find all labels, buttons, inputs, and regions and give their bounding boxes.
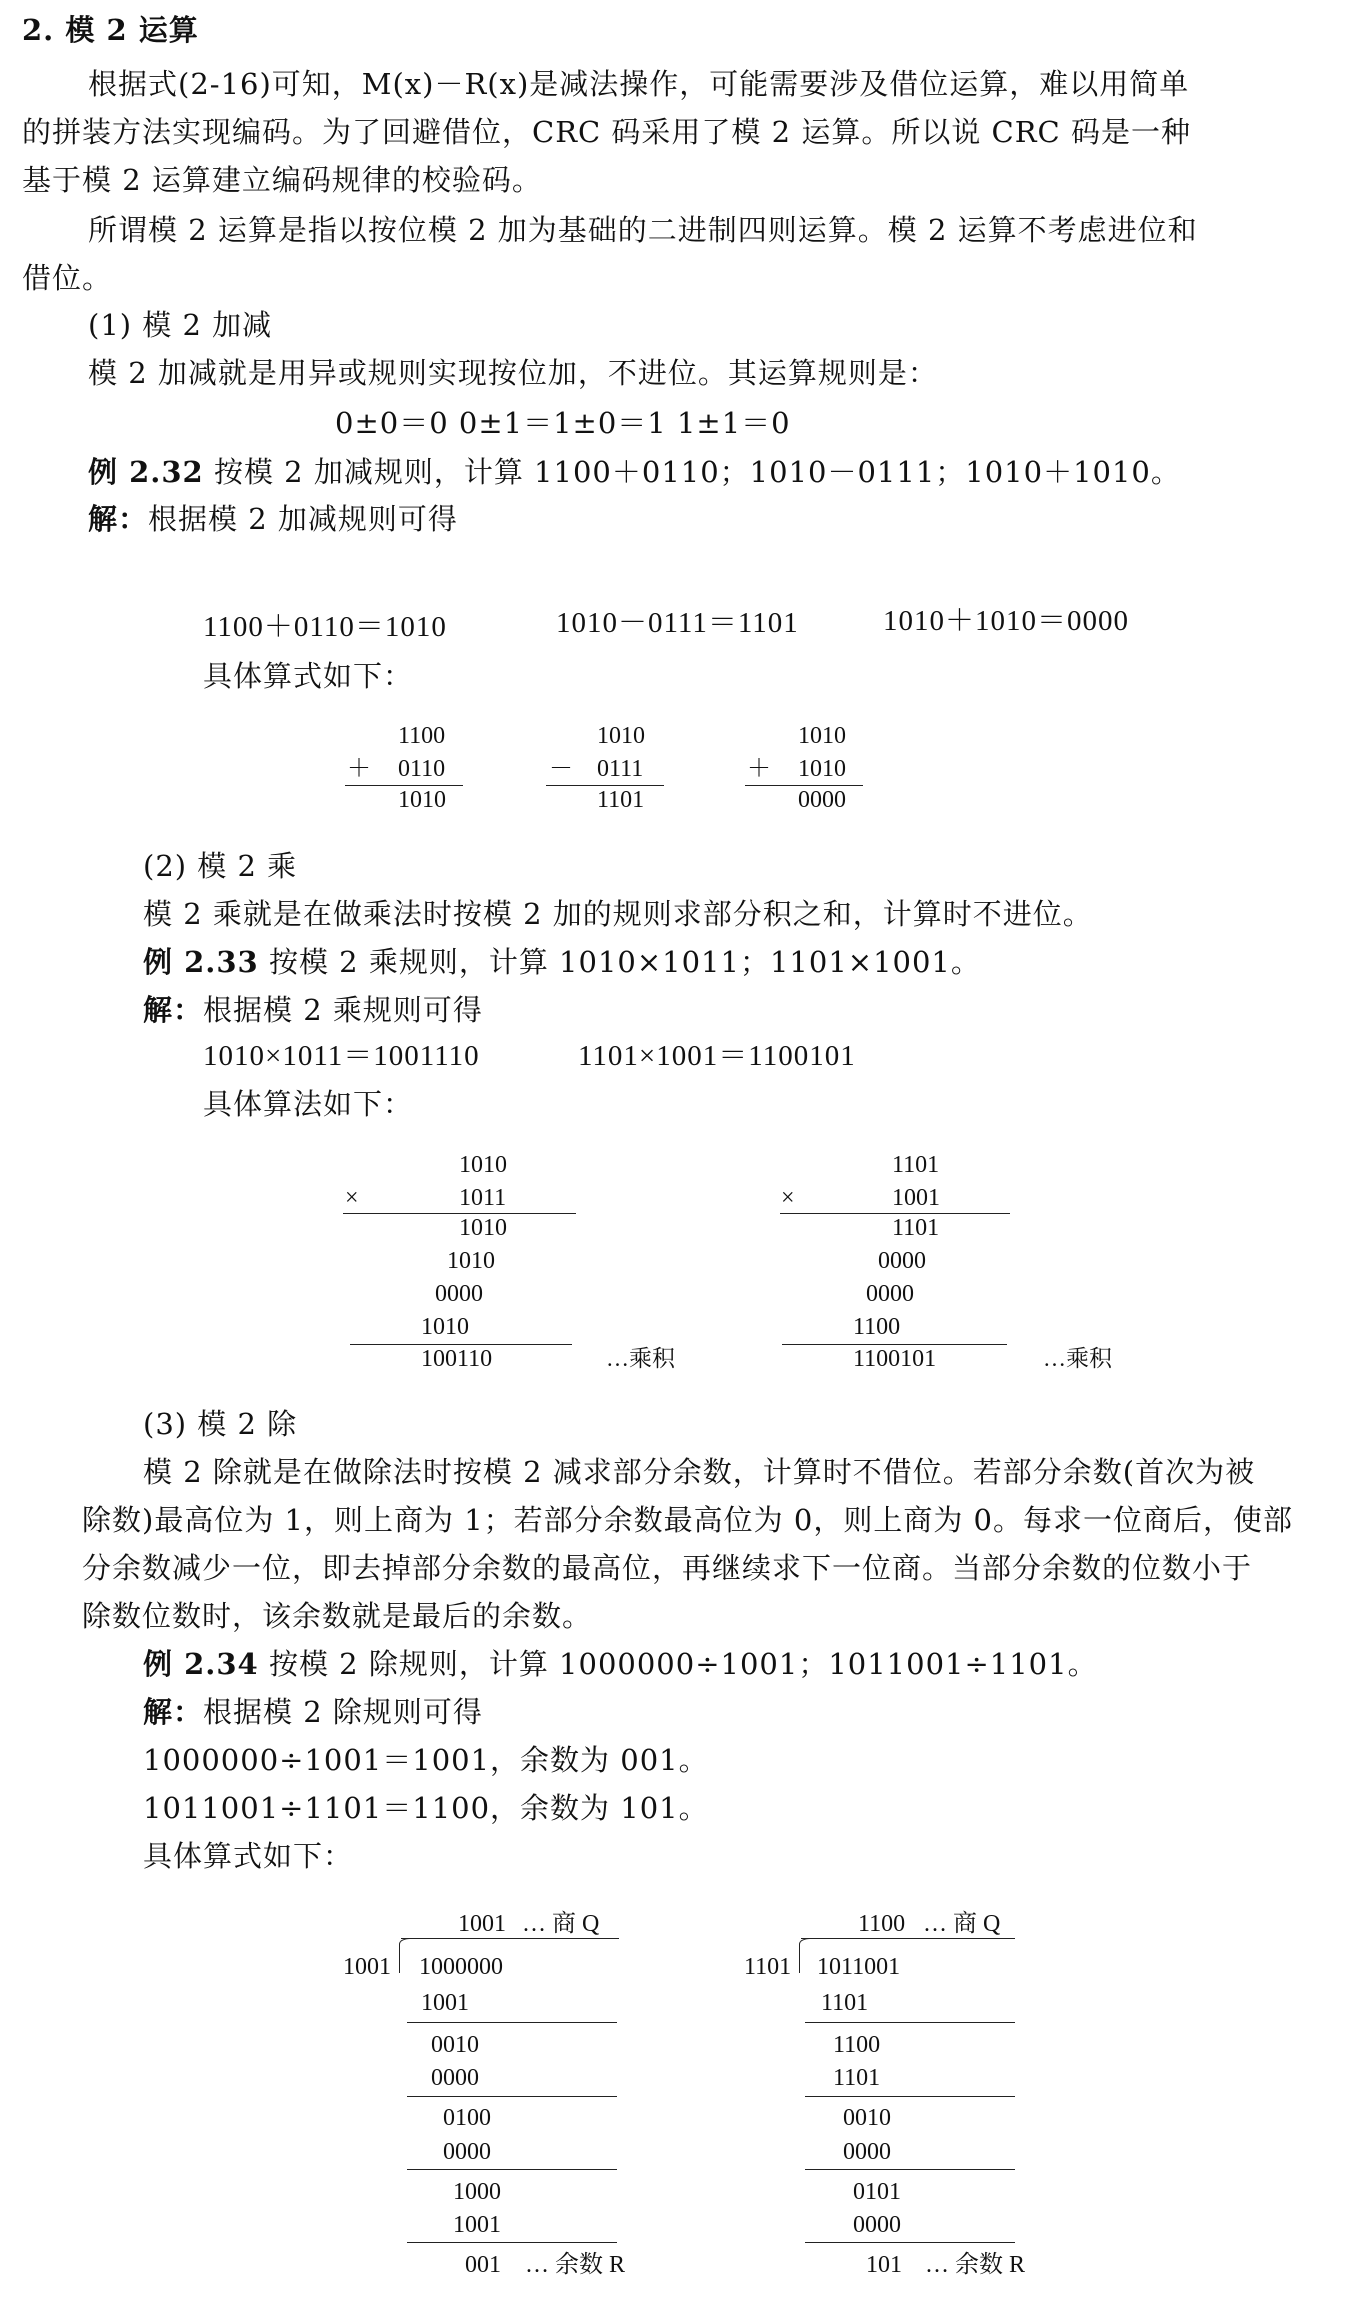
operand-a: 1010 (798, 723, 846, 749)
subsection-add-title: (1) 模 2 加减 (88, 308, 273, 342)
mul-method-caption: 具体算法如下： (203, 1087, 414, 1121)
operand-b: 1010 (798, 756, 846, 782)
solution-text: 根据模 2 加减规则可得 (148, 502, 458, 536)
quotient: 1100 (858, 1911, 906, 1937)
example-label: 例 2.32 (88, 455, 204, 489)
multiplicand: 1010 (459, 1152, 507, 1178)
div-desc-line-2: 除数)最高位为 1，则上商为 1；若部分余数最高位为 0，则上商为 0。每求一位商后，使部 (82, 1503, 1293, 1537)
operator: × (345, 1185, 359, 1211)
rule (805, 2169, 1015, 2170)
subsection-div-title: (3) 模 2 除 (143, 1407, 298, 1441)
partial-product: 0000 (866, 1281, 914, 1307)
result: 0000 (798, 787, 846, 813)
quotient-note: … 商 Q (522, 1911, 600, 1937)
division-bracket (399, 1938, 410, 1973)
multiplicand: 1101 (892, 1152, 940, 1178)
rule (407, 2169, 617, 2170)
solution-text: 根据模 2 除规则可得 (203, 1695, 483, 1729)
div-formula-caption: 具体算式如下： (143, 1839, 354, 1873)
rule (805, 2096, 1015, 2097)
section-heading: 2. 模 2 运算 (22, 13, 199, 47)
rule (407, 2242, 617, 2243)
multiplier: 1001 (892, 1185, 940, 1211)
step: 0010 (431, 2032, 479, 2058)
add-description: 模 2 加减就是用异或规则实现按位加，不进位。其运算规则是： (88, 356, 938, 390)
para-1-line-2: 的拼装方法实现编码。为了回避借位，CRC 码采用了模 2 运算。所以说 CRC 码是一种 (22, 115, 1191, 149)
division-bracket (799, 1938, 810, 1973)
dividend: 1011001 (817, 1954, 901, 1980)
solution-label: 解： (88, 502, 149, 536)
step: 0000 (443, 2139, 491, 2165)
solution-label: 解： (143, 993, 204, 1027)
product: 100110 (421, 1346, 493, 1372)
step: 0000 (853, 2212, 901, 2238)
example-text: 按模 2 加减规则，计算 1100＋0110；1010－0111；1010＋1010。 (213, 455, 1181, 489)
partial-product: 1010 (421, 1314, 469, 1340)
para-2-line-1: 所谓模 2 运算是指以按位模 2 加为基础的二进制四则运算。模 2 运算不考虑进位和 (88, 213, 1198, 247)
result: 1010 (398, 787, 446, 813)
mul-result-2: 1101×1001＝1100101 (578, 1040, 856, 1072)
operator: × (781, 1185, 795, 1211)
divisor: 1101 (744, 1954, 792, 1980)
remainder: 001 (465, 2252, 501, 2278)
div-desc-line-3: 分余数减少一位，即去掉部分余数的最高位，再继续求下一位商。当部分余数的位数小于 (82, 1551, 1253, 1585)
solution-add (88, 499, 458, 539)
multiplier: 1011 (459, 1185, 507, 1211)
add-formula-caption: 具体算式如下： (203, 659, 414, 693)
operand-a: 1010 (597, 723, 645, 749)
example-label: 例 2.34 (143, 1647, 259, 1681)
solution-mul (143, 990, 483, 1030)
dividend: 1000000 (419, 1954, 503, 1980)
solution-label: 解： (143, 1695, 204, 1729)
add-rules: 0±0＝0 0±1＝1±0＝1 1±1＝0 (335, 406, 791, 440)
product-note: …乘积 (1043, 1346, 1112, 1371)
quotient-note: … 商 Q (923, 1911, 1001, 1937)
operator: － (549, 756, 573, 782)
example-text: 按模 2 乘规则，计算 1010×1011；1101×1001。 (268, 945, 981, 979)
add-result-3: 1010＋1010＝0000 (883, 605, 1130, 637)
div-result-2: 1011001÷1101＝1100，余数为 101。 (143, 1791, 709, 1825)
mul-description: 模 2 乘就是在做乘法时按模 2 加的规则求部分积之和，计算时不进位。 (143, 897, 1093, 931)
para-1-line-3: 基于模 2 运算建立编码规律的校验码。 (22, 163, 542, 197)
rule (407, 2096, 617, 2097)
step: 0100 (443, 2105, 491, 2131)
example-2-33 (143, 942, 981, 982)
add-result-1: 1100＋0110＝1010 (203, 611, 447, 643)
mul-result-1: 1010×1011＝1001110 (203, 1040, 480, 1072)
step: 0101 (853, 2179, 901, 2205)
solution-text: 根据模 2 乘规则可得 (203, 993, 483, 1027)
remainder-note: … 余数 R (925, 2252, 1026, 2278)
operand-b: 0110 (398, 756, 446, 782)
quotient: 1001 (458, 1911, 506, 1937)
add-result-2: 1010－0111＝1101 (556, 607, 799, 639)
partial-product: 1100 (853, 1314, 901, 1340)
partial-product: 1010 (459, 1215, 507, 1241)
step: 1001 (453, 2212, 501, 2238)
step: 1100 (833, 2032, 881, 2058)
div-result-1: 1000000÷1001＝1001，余数为 001。 (143, 1743, 709, 1777)
product-note: …乘积 (606, 1346, 675, 1371)
operand-b: 0111 (597, 756, 644, 782)
rule (407, 2022, 617, 2023)
remainder-note: … 余数 R (525, 2252, 626, 2278)
para-2-line-2: 借位。 (22, 261, 113, 295)
result: 1101 (597, 787, 645, 813)
divisor: 1001 (343, 1954, 391, 1980)
subsection-mul-title: (2) 模 2 乘 (143, 849, 298, 883)
operator: ＋ (347, 756, 371, 782)
partial-product: 0000 (878, 1248, 926, 1274)
rule (805, 2022, 1015, 2023)
example-2-32 (88, 452, 1181, 492)
product: 1100101 (853, 1346, 937, 1372)
step: 0000 (431, 2065, 479, 2091)
partial-product: 1101 (892, 1215, 940, 1241)
rule (801, 1938, 1015, 1939)
step: 1000 (453, 2179, 501, 2205)
div-desc-line-1: 模 2 除就是在做除法时按模 2 减求部分余数，计算时不借位。若部分余数(首次为被 (143, 1455, 1256, 1489)
example-label: 例 2.33 (143, 945, 259, 979)
remainder: 101 (866, 2252, 902, 2278)
step: 1101 (821, 1990, 869, 2016)
example-2-34 (143, 1644, 1098, 1684)
partial-product: 1010 (447, 1248, 495, 1274)
operator: ＋ (747, 756, 771, 782)
div-desc-line-4: 除数位数时，该余数就是最后的余数。 (82, 1599, 593, 1633)
step: 0000 (843, 2139, 891, 2165)
operand-a: 1100 (398, 723, 446, 749)
para-1-line-1: 根据式(2-16)可知，M(x)－R(x)是减法操作，可能需要涉及借位运算，难以用简单 (88, 67, 1190, 101)
partial-product: 0000 (435, 1281, 483, 1307)
solution-div (143, 1692, 483, 1732)
step: 0010 (843, 2105, 891, 2131)
rule (805, 2242, 1015, 2243)
step: 1101 (833, 2065, 881, 2091)
step: 1001 (421, 1990, 469, 2016)
example-text: 按模 2 除规则，计算 1000000÷1001；1011001÷1101。 (268, 1647, 1098, 1681)
rule (401, 1938, 619, 1939)
